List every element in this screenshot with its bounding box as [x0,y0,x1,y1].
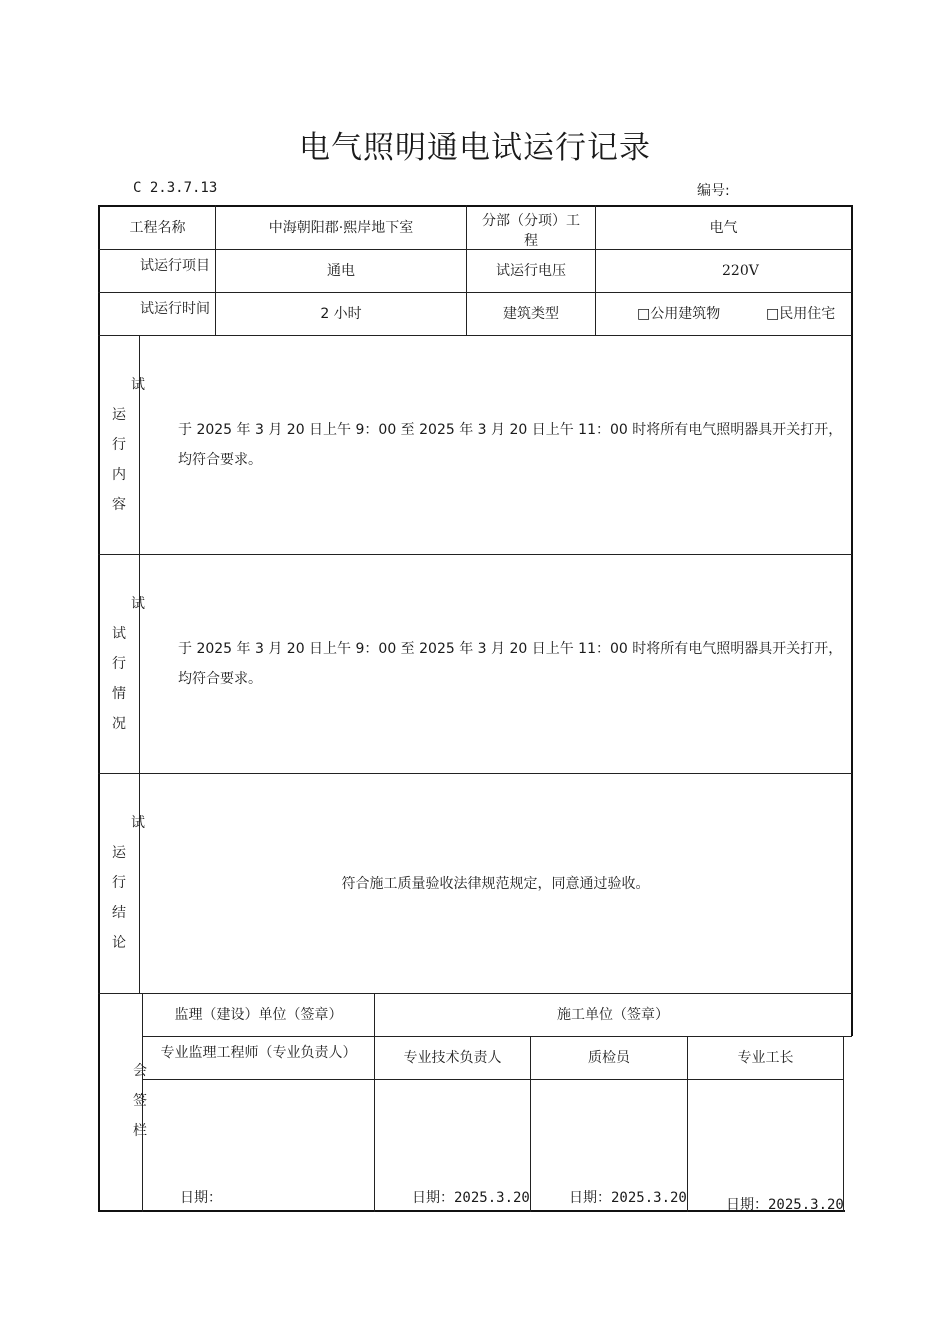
building-type-residential-checkbox[interactable]: □民用住宅 [766,306,836,322]
content-label: 运 行 内 容 [112,407,126,513]
building-type-label: 建筑类型 [503,306,559,322]
trial-voltage-value: 220V [722,263,759,279]
foreman-role-label: 专业工长 [737,1050,794,1066]
tech-lead-date: 日期：2025.3.20 [412,1190,530,1206]
conclusion-text: 符合施工质量验收法律规范规定，同意通过验收。 [341,876,650,892]
content-label-first: 试 [131,377,145,393]
conclusion-label: 运 行 结 论 [112,845,126,951]
trial-item-value: 通电 [327,263,355,279]
building-type-public-checkbox[interactable]: □公用建筑物 [637,306,721,322]
tech-lead-role-label: 专业技术负责人 [403,1050,502,1066]
page-title: 电气照明通电试运行记录 [299,130,651,166]
supervisor-date: 日期： [180,1190,222,1206]
supervisor-role-label: 专业监理工程师（专业负责人） [160,1045,357,1061]
subproject-label: 分部（分项）工程 [482,213,580,249]
supervision-unit-label: 监理（建设）单位（签章） [174,1007,343,1023]
foreman-date: 日期：2025.3.20 [726,1197,844,1213]
signature-label: 会 签 栏 [133,1063,147,1139]
project-name-label: 工程名称 [129,220,186,236]
trial-item-label: 试运行项目 [140,258,210,274]
conclusion-label-first: 试 [131,815,145,831]
trial-time-label: 试运行时间 [140,301,210,317]
status-label: 试 行 情 况 [112,626,126,732]
inspector-role-label: 质检员 [588,1050,630,1066]
number-label: 编号: [697,183,730,199]
trial-voltage-label: 试运行电压 [496,263,566,279]
inspector-date: 日期：2025.3.20 [569,1190,687,1206]
content-text: 于 2025 年 3 月 20 日上午 9：00 至 2025 年 3 月 20 日上午 11：00 时将所有电气照明器具开关打开， 均符合要求。 [178,422,843,468]
form-code: C 2.3.7.13 [133,180,218,196]
trial-time-value: 2 小时 [320,306,362,322]
construction-unit-label: 施工单位（签章） [557,1007,669,1023]
subproject-value: 电气 [709,220,738,236]
status-text: 于 2025 年 3 月 20 日上午 9：00 至 2025 年 3 月 20 日上午 11：00 时将所有电气照明器具开关打开， 均符合要求。 [178,641,843,687]
status-label-first: 试 [131,596,145,612]
project-name-value: 中海朝阳郡·熙岸地下室 [268,220,414,236]
